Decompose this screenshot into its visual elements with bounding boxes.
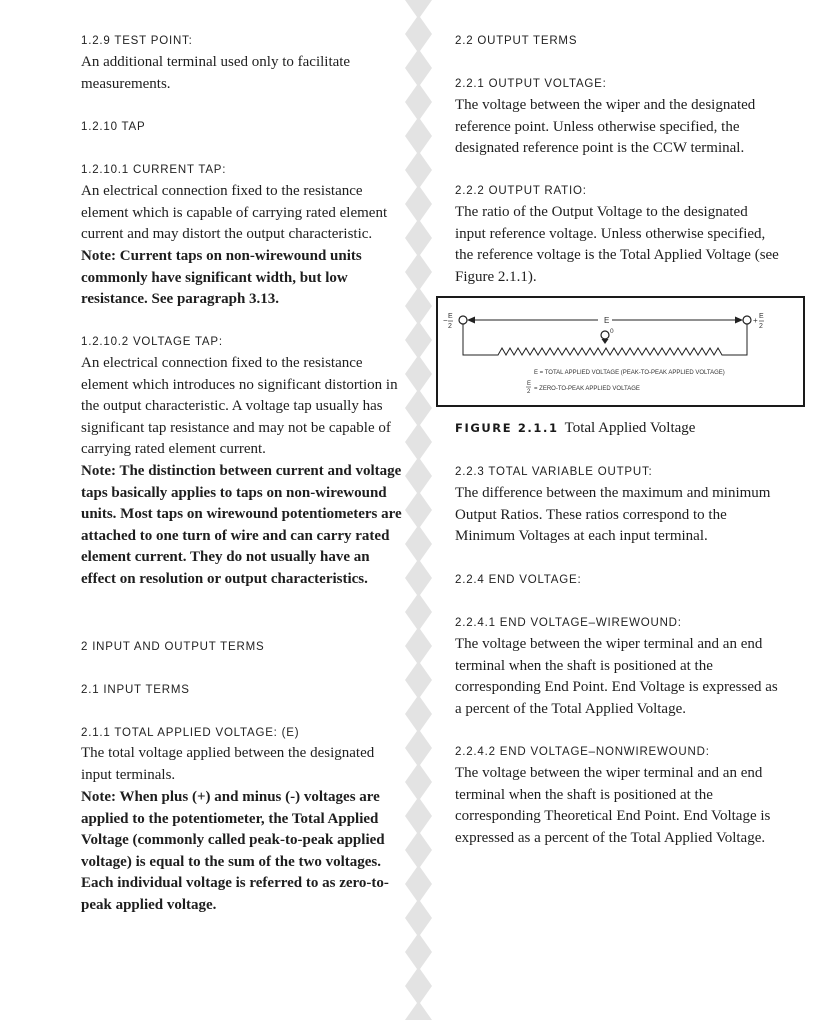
left-terminal-sign: −	[443, 316, 448, 325]
wiper-terminal	[601, 331, 609, 339]
section-body-2-2-1: The voltage between the wiper and the designated reference point. Unless otherwise specified, the designated reference point is the CCW terminal.	[455, 97, 756, 157]
legend-zero-to-peak: = ZERO-TO-PEAK APPLIED VOLTAGE	[534, 386, 640, 392]
figure-label: FIGURE 2.1.1	[455, 421, 559, 435]
section-heading-2-2-4-2: 2.2.4.2 END VOLTAGE–NONWIREWOUND:	[455, 746, 710, 758]
section-heading-1-2-10: 1.2.10 TAP	[81, 121, 146, 133]
e-label: E	[604, 316, 610, 325]
section-heading-2-1-1: 2.1.1 TOTAL APPLIED VOLTAGE: (E)	[81, 727, 300, 739]
section-heading-2-2-4-1: 2.2.4.1 END VOLTAGE–WIREWOUND:	[455, 617, 682, 629]
wiper-arrow	[602, 339, 609, 344]
legend-frac-num: E	[527, 381, 532, 387]
section-heading-2-2-1: 2.2.1 OUTPUT VOLTAGE:	[455, 78, 607, 90]
section-body-1-2-10-2: An electrical connection fixed to the resistance element which introduces no significant distortion in the output characteristic. A voltage tap usually has significant tap resistance and may not be capable of carrying rated element current.	[81, 355, 398, 458]
section-heading-1-2-10-1: 1.2.10.1 CURRENT TAP:	[81, 164, 227, 176]
figure-caption	[455, 420, 695, 437]
left-terminal-frac-num: E	[448, 313, 453, 320]
figure-title: Total Applied Voltage	[564, 420, 696, 436]
right-terminal	[743, 316, 751, 324]
legend-frac-den: 2	[527, 389, 531, 395]
section-body-2-2-4-1: The voltage between the wiper terminal and an end terminal when the shaft is positioned at the corresponding End Point. End Voltage is expressed as a percent of the Total Applied Voltage.	[455, 636, 778, 717]
section-heading-2-2-4: 2.2.4 END VOLTAGE:	[455, 574, 582, 586]
section-body-2-2-2: The ratio of the Output Voltage to the designated input reference voltage. Unless otherwise specified, the reference voltage is the Total Applied Voltage (see Figure 2.1.1).	[455, 204, 779, 285]
right-terminal-frac-den: 2	[759, 323, 763, 330]
right-terminal-sign: +	[753, 316, 758, 325]
left-terminal	[459, 316, 467, 324]
section-heading-1-2-10-2: 1.2.10.2 VOLTAGE TAP:	[81, 336, 223, 348]
section-heading-2: 2 INPUT AND OUTPUT TERMS	[81, 641, 265, 653]
section-heading-2-2-3: 2.2.3 TOTAL VARIABLE OUTPUT:	[455, 466, 653, 478]
section-note-2-1-1: Note: When plus (+) and minus (-) voltages are applied to the potentiometer, the Total Applied Voltage (commonly called peak-to-peak applied voltage) is equal to the sum of the two voltages. Each individual voltage is referred to as zero-to-peak applied voltage.	[81, 789, 389, 913]
right-terminal-frac-num: E	[759, 313, 764, 320]
section-body-2-1-1: The total voltage applied between the designated input terminals.	[81, 745, 375, 783]
wiper-label: 0	[610, 328, 614, 335]
section-note-1-2-10-1: Note: Current taps on non-wirewound units commonly have significant width, but low resistance. See paragraph 3.13.	[81, 248, 362, 308]
section-body-1-2-9: An additional terminal used only to facilitate measurements.	[81, 54, 351, 92]
section-heading-2-2-2: 2.2.2 OUTPUT RATIO:	[455, 185, 587, 197]
section-note-1-2-10-2: Note: The distinction between current and voltage taps basically applies to taps on non-wirewound units. Most taps on wirewound potentiometers are attached to one turn of wire and can carry rated element current. They do not usually have an effect on resolution or output characteristics.	[81, 463, 402, 587]
section-heading-2-2: 2.2 OUTPUT TERMS	[455, 35, 578, 47]
section-body-2-2-4-2: The voltage between the wiper terminal and an end terminal when the shaft is positioned at the corresponding Theoretical End Point. End Voltage is expressed as a percent of the Total Applied Voltage.	[455, 765, 771, 846]
section-body-2-2-3: The difference between the maximum and minimum Output Ratios. These ratios correspond to the Minimum Voltages at each input terminal.	[455, 485, 771, 545]
figure-2-1-1	[436, 296, 805, 407]
section-body-1-2-10-1: An electrical connection fixed to the resistance element which is capable of carrying rated element current and may distort the output characteristic.	[81, 183, 388, 243]
legend-total-applied: E = TOTAL APPLIED VOLTAGE (PEAK-TO-PEAK APPLIED VOLTAGE)	[534, 370, 725, 376]
potentiometer-diagram	[438, 298, 803, 405]
section-heading-2-1: 2.1 INPUT TERMS	[81, 684, 190, 696]
left-terminal-frac-den: 2	[448, 323, 452, 330]
section-heading-1-2-9: 1.2.9 TEST POINT:	[81, 35, 193, 47]
